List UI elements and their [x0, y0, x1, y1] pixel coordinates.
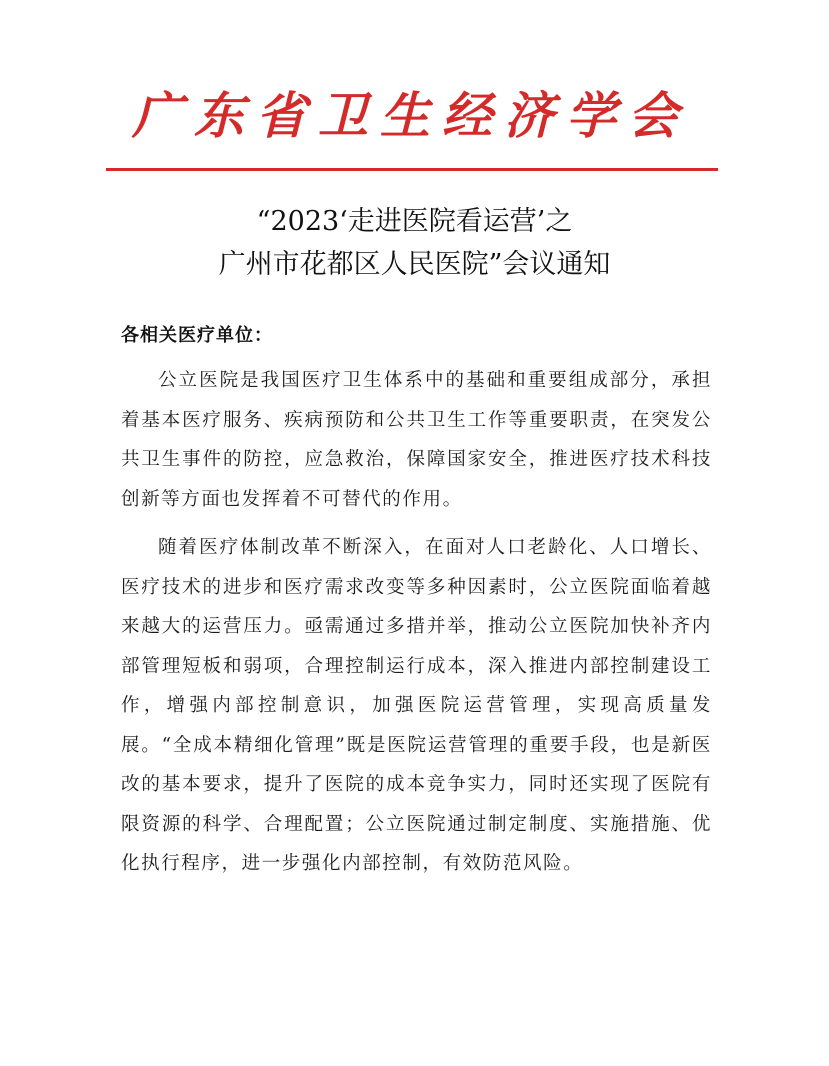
- letterhead-divider: [106, 168, 718, 171]
- salutation: 各相关医疗单位：: [121, 325, 273, 346]
- body-paragraph-2: [121, 528, 712, 884]
- title-line-2: 广州市花都区人民医院”会议通知: [218, 249, 611, 280]
- body-paragraph-1: [121, 361, 712, 519]
- letterhead: [105, 70, 717, 154]
- paragraph-text: 公立医院是我国医疗卫生体系中的基础和重要组成部分，承担着基本医疗服务、疾病预防和公共卫生工作等重要职责，在突发公共卫生事件的防控，应急救治，保障国家安全，推进医疗技术科技创新等方面也发挥着不可替代的作用。: [121, 370, 712, 510]
- title-line-1: “2023‘走进医院看运营’之: [256, 206, 573, 237]
- document-title: [100, 200, 729, 286]
- letterhead-org-name: 广东省卫生经济学会: [132, 86, 690, 145]
- paragraph-text: 随着医疗体制改革不断深入，在面对人口老龄化、人口增长、医疗技术的进步和医疗需求改变等多种因素时，公立医院面临着越来越大的运营压力。亟需通过多措并举，推动公立医院加快补齐内部管理短板和弱项，合理控制运行成本，深入推进内部控制建设工作，增强内部控制意识，加强医院运营管理，实现高质量发展。“全成本精细化管理”既是医院运营管理的重要手段，也是新医改的基本要求，提升了医院的成本竞争实力，同时还实现了医院有限资源的科学、合理配置；公立医院通过制定制度、实施措施、优化执行程序，进一步强化内部控制，有效防范风险。: [121, 537, 712, 874]
